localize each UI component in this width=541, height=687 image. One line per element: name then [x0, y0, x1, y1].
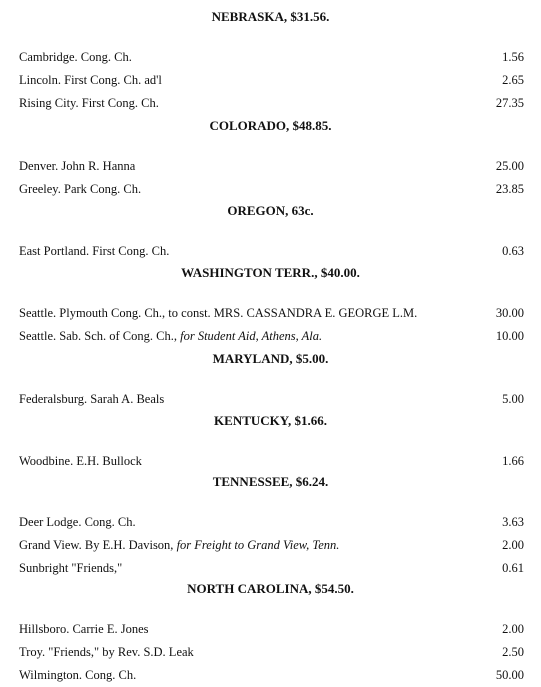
- list-item: [0, 155, 541, 178]
- section-heading: MARYLAND, $5.00.: [212, 351, 329, 366]
- entry-amount: 2.00: [502, 538, 524, 552]
- list-item: [0, 325, 541, 348]
- entry-amount: 3.63: [502, 515, 524, 529]
- entry-description: Federalsburg. Sarah A. Beals: [19, 392, 165, 406]
- entry-description: East Portland. First Cong. Ch.: [19, 244, 170, 258]
- list-item: [0, 69, 541, 92]
- list-item: [0, 388, 541, 411]
- entry-description: Seattle. Sab. Sch. of Cong. Ch., for Student Aid, Athens, Ala.: [19, 329, 323, 343]
- entry-amount: 1.56: [502, 50, 524, 64]
- entry-description: Seattle. Plymouth Cong. Ch., to const. MRS. CASSANDRA E. GEORGE L.M.: [19, 306, 418, 320]
- section-heading: COLORADO, $48.85.: [209, 118, 332, 133]
- entry-description: Troy. "Friends," by Rev. S.D. Leak: [19, 645, 194, 659]
- section-heading: NORTH CAROLINA, $54.50.: [187, 581, 354, 596]
- entry-description: Deer Lodge. Cong. Ch.: [19, 515, 136, 529]
- section-north-carolina: [0, 580, 541, 687]
- entry-description: Rising City. First Cong. Ch.: [19, 96, 159, 110]
- entry-description: Hillsboro. Carrie E. Jones: [19, 622, 149, 636]
- entry-description: Lincoln. First Cong. Ch. ad'l: [19, 73, 162, 87]
- list-item: [0, 178, 541, 201]
- entry-amount: 5.00: [502, 392, 524, 406]
- entry-description: Grand View. By E.H. Davison, for Freight to Grand View, Tenn.: [19, 538, 340, 552]
- entry-description: Cambridge. Cong. Ch.: [19, 50, 132, 64]
- list-item: [0, 557, 541, 580]
- entry-amount: 2.00: [502, 622, 524, 636]
- list-item: [0, 92, 541, 115]
- list-item: [0, 302, 541, 325]
- list-item: [0, 618, 541, 641]
- entry-amount: 27.35: [495, 96, 524, 110]
- section-maryland: [0, 350, 541, 411]
- entry-amount: 2.50: [502, 645, 524, 659]
- section-colorado: [0, 117, 541, 201]
- section-oregon: [0, 202, 541, 263]
- section-kentucky: [0, 412, 541, 473]
- section-washington-terr: [0, 264, 541, 348]
- entry-description: Wilmington. Cong. Ch.: [19, 668, 137, 682]
- entry-amount: 10.00: [495, 329, 524, 343]
- entry-amount: 0.61: [502, 561, 524, 575]
- section-heading: OREGON, 63c.: [227, 203, 314, 218]
- entry-amount: 0.63: [502, 244, 524, 258]
- list-item: [0, 534, 541, 557]
- section-heading: WASHINGTON TERR., $40.00.: [181, 265, 360, 280]
- entry-amount: 50.00: [495, 668, 524, 682]
- entry-amount: 2.65: [502, 73, 524, 87]
- entry-amount: 23.85: [495, 182, 524, 196]
- entry-description: Sunbright "Friends,": [19, 561, 123, 575]
- list-item: [0, 46, 541, 69]
- entry-description: Greeley. Park Cong. Ch.: [19, 182, 142, 196]
- section-heading: TENNESSEE, $6.24.: [212, 474, 329, 489]
- entry-description: Woodbine. E.H. Bullock: [19, 454, 142, 468]
- section-nebraska: [0, 8, 541, 115]
- list-item: [0, 511, 541, 534]
- section-heading: NEBRASKA, $31.56.: [211, 9, 330, 24]
- list-item: [0, 641, 541, 664]
- entry-amount: 30.00: [495, 306, 524, 320]
- list-item: [0, 664, 541, 687]
- entry-description: Denver. John R. Hanna: [19, 159, 136, 173]
- list-item: [0, 450, 541, 473]
- entry-amount: 25.00: [495, 159, 524, 173]
- section-heading: KENTUCKY, $1.66.: [214, 413, 327, 428]
- entry-amount: 1.66: [502, 454, 524, 468]
- list-item: [0, 240, 541, 263]
- section-tennessee: [0, 473, 541, 580]
